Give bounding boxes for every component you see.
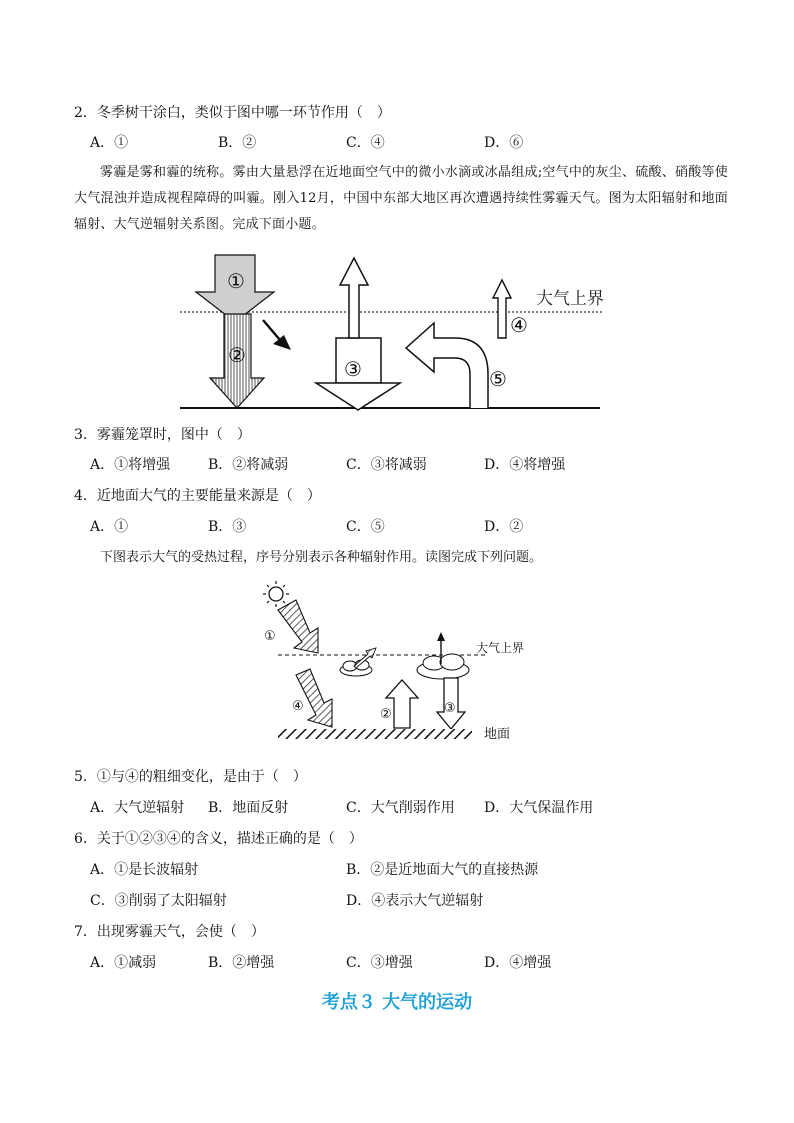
q4-option-b[interactable]: B．③ [208,519,247,535]
mark-2: ② [380,707,392,722]
q7-option-b[interactable]: B．②增强 [208,955,275,971]
radiation-diagram-1 [170,250,610,415]
question-7-stem: 7．出现雾霾天气，会使（ ） [74,924,265,940]
q5-option-c[interactable]: C．大气削弱作用 [346,800,455,816]
q6-option-d[interactable]: D．④表示大气逆辐射 [346,893,484,909]
section-heading: 考点３ 大气的运动 [321,992,473,1013]
q5-option-b[interactable]: B．地面反射 [208,800,289,816]
q2-option-c[interactable]: C．④ [346,135,385,151]
arrow-4-shape [296,669,332,727]
q3-option-a[interactable]: A．①将增强 [90,457,171,473]
label-atmosphere-top: 大气上界 [536,289,604,309]
q7-option-d[interactable]: D．④增强 [484,955,552,971]
arrow-4-shape [493,280,511,338]
passage-heating-process: 下图表示大气的受热过程，序号分别表示各种辐射作用。读图完成下列问题。 [100,550,543,565]
mark-3: ③ [344,357,362,381]
question-5-stem: 5．①与④的粗细变化，是由于（ ） [74,769,307,785]
mark-5: ⑤ [489,367,507,391]
q6-option-c[interactable]: C．③削弱了太阳辐射 [90,893,227,909]
sun-icon [263,581,289,607]
ground-hatch [278,729,472,739]
q4-option-c[interactable]: C．⑤ [346,519,385,535]
q5-option-a[interactable]: A．大气逆辐射 [90,800,185,816]
q3-option-c[interactable]: C．③将减弱 [346,457,427,473]
q2-option-b[interactable]: B．② [218,135,257,151]
q3-option-d[interactable]: D．④将增强 [484,457,566,473]
mark-3: ③ [444,701,456,716]
label-ground: 地面 [484,727,511,742]
q5-option-d[interactable]: D．大气保温作用 [484,800,594,816]
mark-4: ④ [292,699,304,714]
label-atmosphere-top: 大气上界 [476,641,525,655]
question-6-stem: 6．关于①②③④的含义，描述正确的是（ ） [74,831,363,847]
q4-option-a[interactable]: A．① [90,519,129,535]
q6-option-a[interactable]: A．①是长波辐射 [90,862,199,878]
arrow-3-down-head [316,383,400,410]
q2-option-d[interactable]: D．⑥ [484,135,524,151]
radiation-diagram-2 [258,578,548,746]
arrow-3-up [340,258,368,338]
mark-1: ① [227,269,245,293]
passage-smog: 雾霾是雾和霾的统称。雾由大量悬浮在近地面空气中的微小水滴或冰晶组成;空气中的灰尘、硫酸、硝酸等使大气混浊并造成视程障碍的叫霾。刚入12月，中国中东部大地区再次遭遇持续性雾霾天气。图为太阳辐射和地面辐射、大气逆辐射关系图。完成下面小题。 [74,165,728,232]
q7-option-c[interactable]: C．③增强 [346,955,413,971]
question-4-stem: 4．近地面大气的主要能量来源是（ ） [74,488,321,504]
mark-2: ② [228,343,246,367]
mark-4: ④ [510,313,528,337]
q3-option-b[interactable]: B．②将减弱 [208,457,289,473]
q4-option-d[interactable]: D．② [484,519,524,535]
q2-option-a[interactable]: A．① [90,135,129,151]
q7-option-a[interactable]: A．①减弱 [90,955,157,971]
mark-1: ① [264,629,276,644]
question-3-stem: 3．雾霾笼罩时，图中（ ） [74,427,251,443]
arrow-5-shape [406,323,488,408]
arrow-1-shape [278,600,318,653]
question-2-stem: 2．冬季树干涂白，类似于图中哪一环节作用（ ） [74,105,391,121]
q6-option-b[interactable]: B．②是近地面大气的直接热源 [346,862,539,878]
